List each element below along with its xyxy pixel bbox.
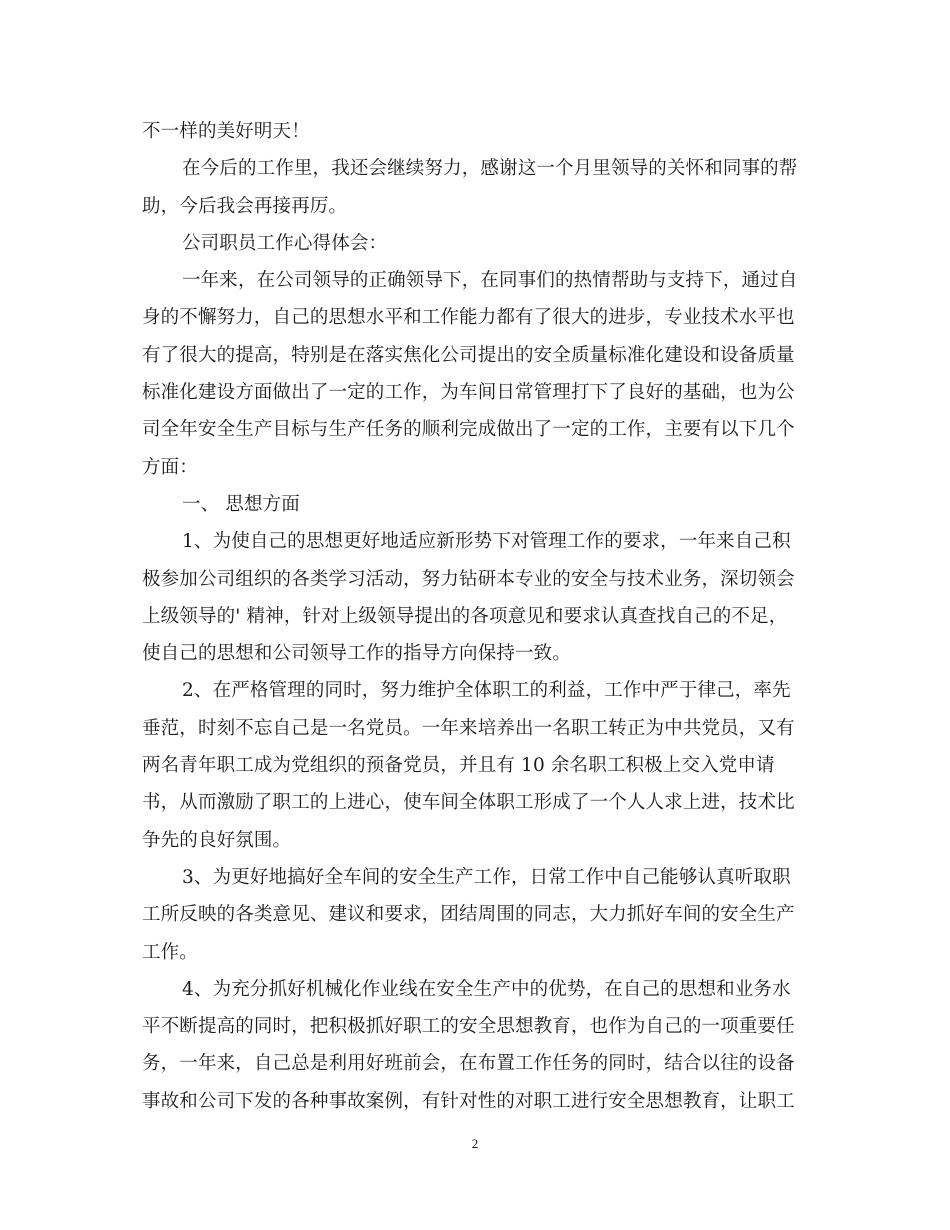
text-line: 有了很大的提高，特别是在落实焦化公司提出的安全质量标准化建设和设备质量 [142,344,795,366]
text-line: 3、为更好地搞好全车间的安全生产工作，日常工作中自己能够认真听取职 [182,866,791,888]
text-line: 身的不懈努力，自己的思想水平和工作能力都有了很大的进步，专业技术水平也 [142,307,795,329]
text-line: 1、为使自己的思想更好地适应新形势下对管理工作的要求，一年来自己积 [182,531,791,553]
section-heading: 公司职员工作心得体会： [182,232,388,254]
text-line: 一年来，在公司领导的正确领导下，在同事们的热情帮助与支持下，通过自 [182,270,798,292]
text-line: 平不断提高的同时，把积极抓好职工的安全思想教育，也作为自己的一项重要任 [142,1016,795,1038]
text-line: 工所反映的各类意见、建议和要求，团结周围的同志，大力抓好车间的安全生产 [142,904,795,926]
text-line: 4、为充分抓好机械化作业线在安全生产中的优势，在自己的思想和业务水 [182,978,791,1000]
text-line: 2、在严格管理的同时，努力维护全体职工的利益，工作中严于律己，率先 [182,680,791,702]
section-heading: 一、 思想方面 [182,493,300,515]
text-line: 垂范，时刻不忘自己是一名党员。一年来培养出一名职工转正为中共党员，又有 [142,717,795,739]
text-line: 务，一年来，自己总是利用好班前会，在布置工作任务的同时，结合以往的设备 [142,1053,795,1075]
text-line: 使自己的思想和公司领导工作的指导方向保持一致。 [142,643,571,665]
text-line: 助，今后我会再接再厉。 [142,195,348,217]
text-line: 争先的良好氛围。 [142,829,292,851]
text-line: 极参加公司组织的各类学习活动，努力钻研本专业的安全与技术业务，深切领会 [142,568,795,590]
text-line: 标准化建设方面做出了一定的工作，为车间日常管理打下了良好的基础，也为公 [142,382,795,404]
page-number: 2 [471,1136,479,1151]
text-line: 事故和公司下发的各种事故案例，有针对性的对职工进行安全思想教育，让职工 [142,1090,795,1112]
text-line: 书，从而激励了职工的上进心，使车间全体职工形成了一个人人求上进，技术比 [142,792,795,814]
text-line: 不一样的美好明天！ [142,121,310,142]
body-text [142,113,810,1120]
text-line: 上级领导的' 精神，针对上级领导提出的各项意见和要求认真查找自己的不足， [142,605,788,627]
text-line: 司全年安全生产目标与生产任务的顺利完成做出了一定的工作，主要有以下几个 [142,419,795,441]
text-line: 方面： [142,456,198,478]
text-line: 两名青年职工成为党组织的预备党员，并且有 10 余名职工积极上交入党申请 [142,755,775,777]
text-line: 在今后的工作里，我还会继续努力，感谢这一个月里领导的关怀和同事的帮 [182,158,798,180]
text-line: 工作。 [142,941,198,963]
